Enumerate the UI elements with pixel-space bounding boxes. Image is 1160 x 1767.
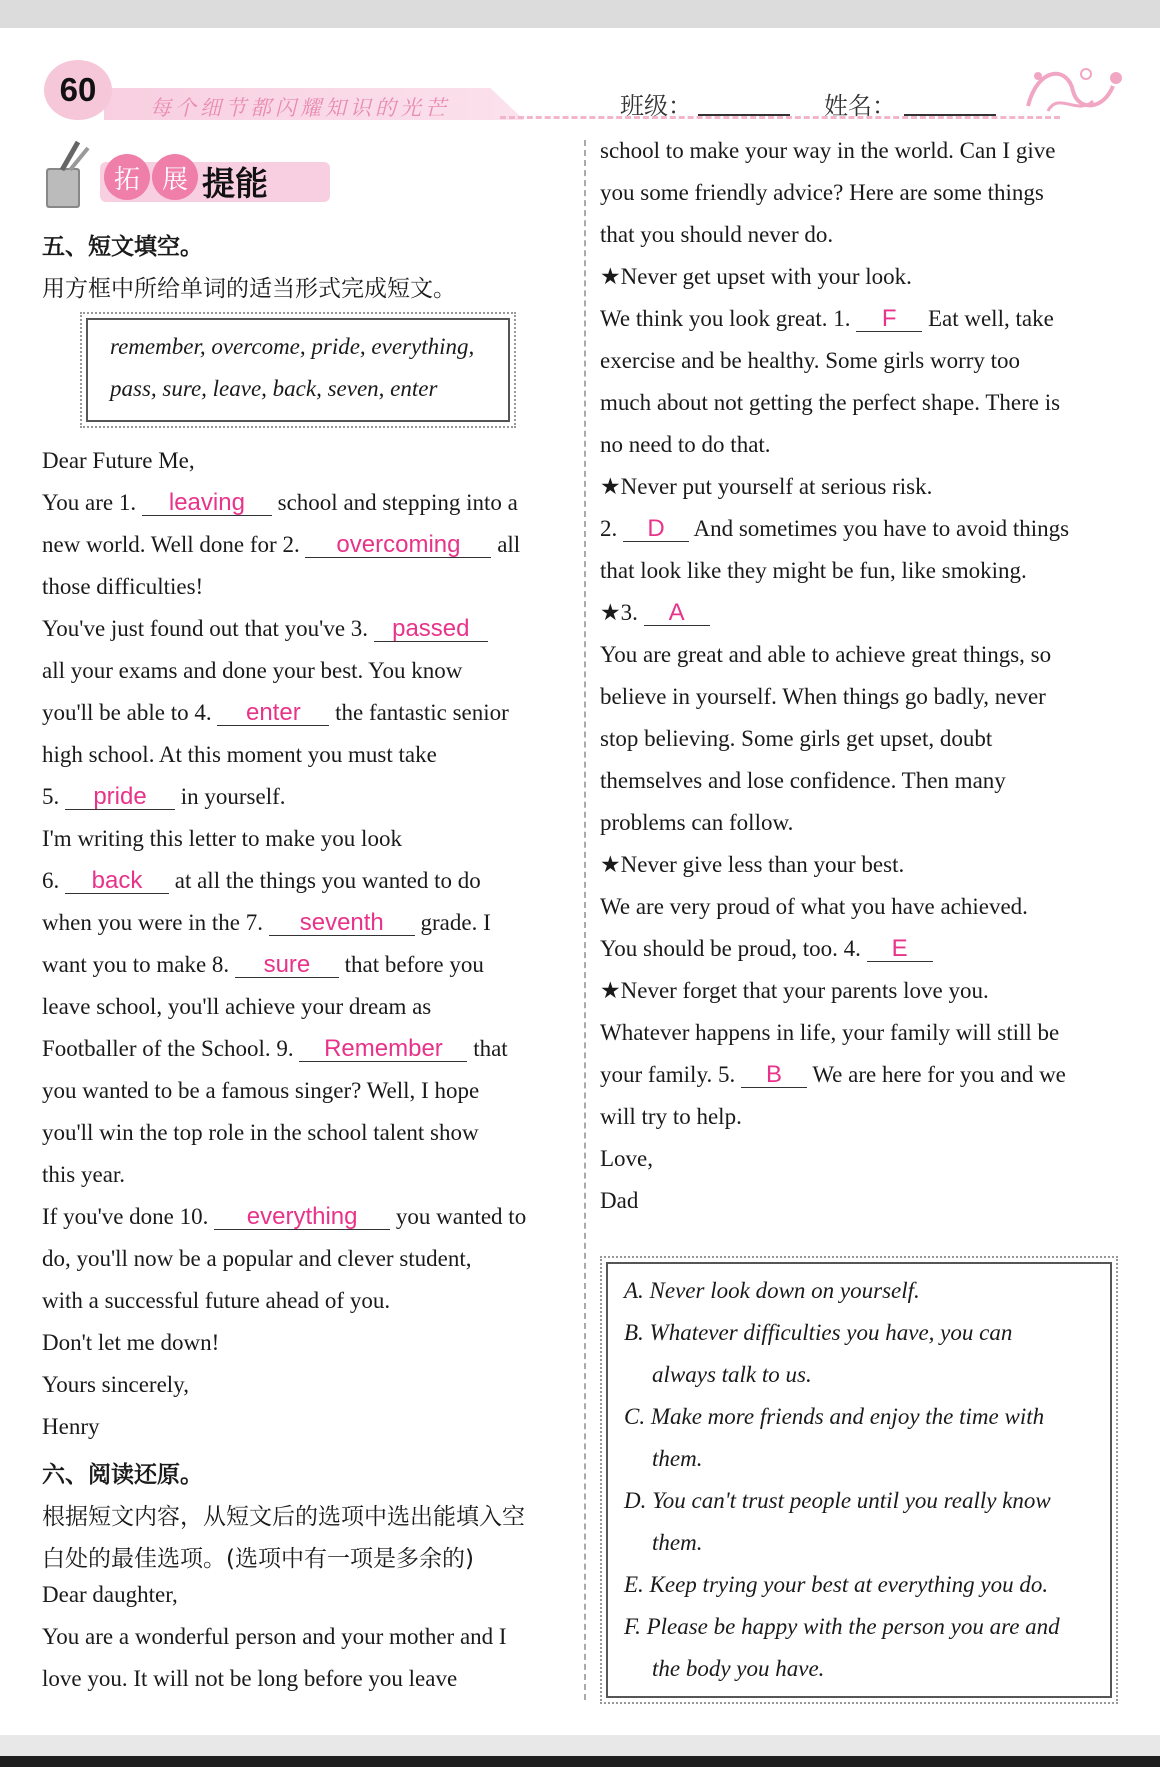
option-f: F. Please be happy with the person you are and (624, 1614, 1060, 1639)
answer-blank-5[interactable]: pride (65, 785, 175, 810)
letter-line: that you should never do. (600, 222, 834, 247)
text-span: If you've done 10. (42, 1204, 209, 1229)
letter-line (42, 490, 518, 516)
letter-line (42, 532, 520, 558)
letter-line (42, 700, 509, 726)
text-span: when you were in the 7. (42, 910, 263, 935)
letter-line: you'll win the top role in the school talent show (42, 1120, 479, 1145)
letter-line: much about not getting the perfect shape. There is (600, 390, 1061, 415)
letter-line (600, 1062, 1066, 1088)
top-shadow-band (0, 0, 1160, 28)
page-number: 60 (44, 60, 112, 120)
option-f-cont: the body you have. (652, 1656, 825, 1681)
text-span: 5. (42, 784, 60, 809)
word-bank-line-2: pass, sure, leave, back, seven, enter (110, 376, 438, 401)
letter-line (42, 1204, 526, 1230)
advice-heading (600, 600, 710, 626)
letter-closing: Love, (600, 1146, 654, 1171)
reading-blank-5[interactable]: B (741, 1063, 807, 1088)
reading-blank-3[interactable]: A (644, 601, 710, 626)
answer-blank-1[interactable]: leaving (142, 491, 272, 516)
letter-line: high school. At this moment you must take (42, 742, 437, 767)
text-span: want you to make 8. (42, 952, 230, 977)
letter-line: leave school, you'll achieve your dream as (42, 994, 432, 1019)
letter-line: will try to help. (600, 1104, 742, 1129)
answer-blank-9[interactable]: Remember (299, 1037, 467, 1062)
letter-line (42, 952, 484, 978)
options-box (606, 1262, 1112, 1698)
letter-salutation: Dear Future Me, (42, 448, 195, 473)
answer-blank-4[interactable]: enter (217, 701, 329, 726)
letter-line: with a successful future ahead of you. (42, 1288, 391, 1313)
letter-line (42, 784, 286, 810)
option-c-cont: them. (652, 1446, 703, 1471)
reading-blank-4[interactable]: E (867, 937, 933, 962)
letter-line: do, you'll now be a popular and clever student, (42, 1246, 472, 1271)
letter-line: all your exams and done your best. You know (42, 658, 463, 683)
letter-line (42, 616, 488, 642)
text-span: that (473, 1036, 508, 1061)
letter-signature: Henry (42, 1414, 100, 1439)
letter-line: no need to do that. (600, 432, 771, 457)
answer-blank-8[interactable]: sure (235, 953, 339, 978)
letter-line (42, 1036, 508, 1062)
letter-line: this year. (42, 1162, 126, 1187)
text-span: 6. (42, 868, 60, 893)
letter-line: you wanted to be a famous singer? Well, I hope (42, 1078, 480, 1103)
section-char-1: 拓 (104, 154, 150, 200)
floral-ornament-icon (1018, 56, 1128, 126)
advice-heading: ★Never put yourself at serious risk. (600, 474, 933, 499)
text-span: 2. (600, 516, 618, 541)
option-c: C. Make more friends and enjoy the time with (624, 1404, 1045, 1429)
answer-blank-6[interactable]: back (65, 869, 169, 894)
text-span: You are 1. (42, 490, 137, 515)
text-span: in yourself. (180, 784, 286, 809)
option-a: A. Never look down on yourself. (624, 1278, 920, 1303)
option-e: E. Keep trying your best at everything you do. (624, 1572, 1049, 1597)
letter-line: those difficulties! (42, 574, 204, 599)
text-span: school and stepping into a (277, 490, 518, 515)
answer-blank-2[interactable]: overcoming (305, 533, 491, 558)
option-d-cont: them. (652, 1530, 703, 1555)
name-field-line[interactable] (904, 114, 996, 116)
letter-line: school to make your way in the world. Can I give (600, 138, 1056, 163)
option-d: D. You can't trust people until you really know (624, 1488, 1051, 1513)
text-span: And sometimes you have to avoid things (693, 516, 1070, 541)
pen-holder-icon (40, 140, 96, 210)
part6-instruction-2: 白处的最佳选项。(选项中有一项是多余的) (42, 1546, 474, 1572)
letter-line: Yours sincerely, (42, 1372, 189, 1397)
bottom-bar (0, 1756, 1160, 1767)
part5-heading: 五、短文填空。 (42, 234, 203, 260)
letter-line: themselves and lose confidence. Then many (600, 768, 1006, 793)
text-span: Eat well, take (927, 306, 1054, 331)
text-span: We are here for you and we (812, 1062, 1066, 1087)
text-span: You should be proud, too. 4. (600, 936, 861, 961)
part6-instruction-1: 根据短文内容，从短文后的选项中选出能填入空 (42, 1504, 525, 1530)
option-b-cont: always talk to us. (652, 1362, 812, 1387)
section-char-2: 展 (152, 154, 198, 200)
text-span: ★3. (600, 600, 638, 625)
part5-instruction: 用方框中所给单词的适当形式完成短文。 (42, 276, 456, 302)
text-span: you'll be able to 4. (42, 700, 212, 725)
letter-line (42, 868, 481, 894)
word-bank-box (86, 318, 510, 422)
letter-line: that look like they might be fun, like smoking. (600, 558, 1027, 583)
text-span: your family. 5. (600, 1062, 736, 1087)
text-span: you wanted to (395, 1204, 527, 1229)
letter-line: problems can follow. (600, 810, 794, 835)
advice-heading: ★Never give less than your best. (600, 852, 905, 877)
part6-heading: 六、阅读还原。 (42, 1462, 203, 1488)
reading-blank-1[interactable]: F (856, 307, 922, 332)
letter-line (42, 910, 491, 936)
letter-line: exercise and be healthy. Some girls worry too (600, 348, 1021, 373)
motto-text: 每个细节都闪耀知识的光芒 (150, 96, 450, 120)
advice-heading: ★Never get upset with your look. (600, 264, 912, 289)
name-label: 姓名： (824, 92, 896, 120)
text-span: that before you (344, 952, 484, 977)
class-field-line[interactable] (698, 114, 790, 116)
letter-line (600, 936, 933, 962)
letter-line: I'm writing this letter to make you look (42, 826, 402, 851)
letter-line: Whatever happens in life, your family will still be (600, 1020, 1060, 1045)
text-span: at all the things you wanted to do (174, 868, 481, 893)
advice-heading: ★Never forget that your parents love you. (600, 978, 989, 1003)
option-b: B. Whatever difficulties you have, you can (624, 1320, 1013, 1345)
letter-signature: Dad (600, 1188, 639, 1213)
section-title (40, 140, 290, 210)
letter-line (600, 516, 1069, 542)
letter-salutation: Dear daughter, (42, 1582, 178, 1607)
word-bank-line-1: remember, overcome, pride, everything, (110, 334, 475, 359)
letter-line: Don't let me down! (42, 1330, 220, 1355)
text-span: Footballer of the School. 9. (42, 1036, 294, 1061)
answer-blank-10[interactable]: everything (214, 1205, 390, 1230)
section-title-text: 提能 (202, 164, 268, 203)
letter-line: We are very proud of what you have achieved. (600, 894, 1028, 919)
letter-line: you some friendly advice? Here are some things (600, 180, 1044, 205)
text-span: You've just found out that you've 3. (42, 616, 369, 641)
letter-line: believe in yourself. When things go badly, never (600, 684, 1046, 709)
text-span: grade. I (420, 910, 491, 935)
header-dashed-rule (500, 116, 1060, 119)
letter-line: love you. It will not be long before you leave (42, 1666, 458, 1691)
text-span: the fantastic senior (335, 700, 509, 725)
class-label: 班级： (620, 92, 692, 120)
text-span: all (497, 532, 521, 557)
letter-line: stop believing. Some girls get upset, doubt (600, 726, 993, 751)
answer-blank-7[interactable]: seventh (269, 911, 415, 936)
letter-line (600, 306, 1054, 332)
text-span: We think you look great. 1. (600, 306, 851, 331)
reading-blank-2[interactable]: D (623, 517, 689, 542)
letter-line: You are a wonderful person and your mother and I (42, 1624, 507, 1649)
text-span: new world. Well done for 2. (42, 532, 300, 557)
column-divider (584, 140, 586, 1700)
letter-line: You are great and able to achieve great things, so (600, 642, 1052, 667)
answer-blank-3[interactable]: passed (374, 617, 488, 642)
